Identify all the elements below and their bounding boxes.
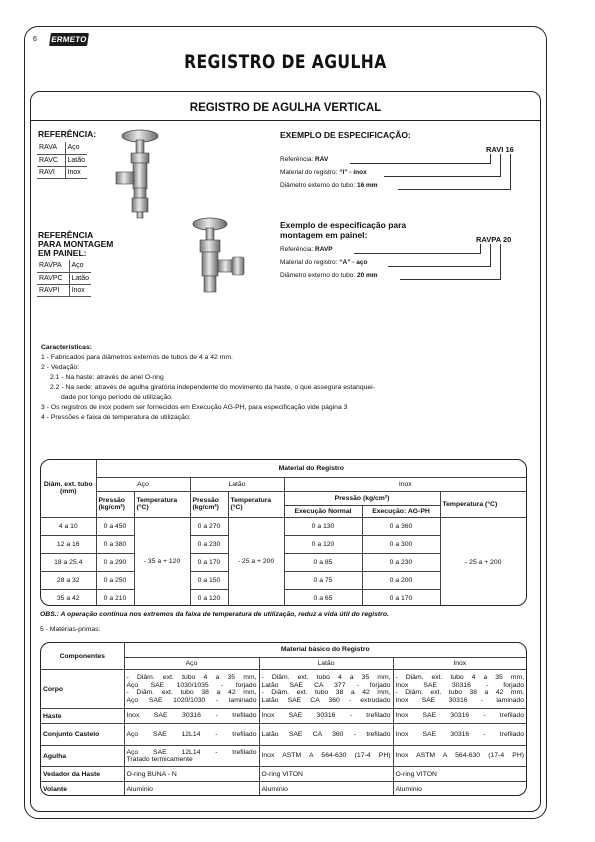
leader-line xyxy=(384,176,500,177)
ref-code: RAVPA xyxy=(37,260,69,272)
leader-line xyxy=(350,163,490,164)
spec-value: “I” - inox xyxy=(339,169,367,176)
inox-material-cell: O-ring VITON xyxy=(393,767,526,782)
materials-table xyxy=(40,642,527,796)
latao-material-cell: Latão SAE CA 360 - trefilado xyxy=(261,730,391,738)
page-title: REGISTRO DE AGULHA xyxy=(184,51,387,73)
material-line: - Diâm. ext. tubo 4 a 35 mm, xyxy=(126,674,257,682)
ref-material: Latão xyxy=(69,272,91,284)
spec-label: Diâmetro externo do tubo: xyxy=(280,272,357,279)
inox-material-cell: Inox ASTM A 564-630 (17-4 PH) xyxy=(395,752,524,760)
characteristics-list xyxy=(41,343,375,423)
temperature-header: Temperatura (°C) xyxy=(228,491,284,517)
ref-material: Inox xyxy=(69,284,91,296)
leader-line xyxy=(510,154,511,190)
spec-value: 16 mm xyxy=(356,182,378,189)
diameter-cell: 28 a 32 xyxy=(41,571,96,589)
heading-line: REFERÊNCIA xyxy=(38,230,94,240)
inox-normal-cell: 0 a 130 xyxy=(284,517,362,535)
ref-material: Latão xyxy=(65,154,87,166)
table-row xyxy=(37,166,87,178)
spec-label: Material do registro: xyxy=(280,259,340,266)
spec-value: RAV xyxy=(315,156,329,163)
temperature-header: Temperatura (°C) xyxy=(440,491,526,517)
pressure-header: Pressão (kg/cm²) xyxy=(190,491,228,517)
spec-material-line xyxy=(280,169,367,176)
material-line: - Diâm. ext. tubo 38 a 42 mm, xyxy=(261,689,391,697)
table-row xyxy=(41,767,526,782)
components-header: Componentes xyxy=(41,643,124,670)
diameter-cell: 12 a 16 xyxy=(41,535,96,553)
panel-valve-illustration xyxy=(186,216,248,296)
aco-pressure-cell: 0 a 210 xyxy=(96,589,134,606)
aco-material-cell xyxy=(124,745,259,767)
pressure-temperature-table xyxy=(40,459,527,606)
pressure-header: Pressão (kg/cm²) xyxy=(96,491,134,517)
material-line: Latão SAE CA 360 - extrudado xyxy=(261,696,391,704)
panel-reference-heading xyxy=(38,231,113,258)
spec-value: 20 mm xyxy=(356,272,378,279)
list-item: 4 - Pressões e faixa de temperatura de utilização: xyxy=(41,414,191,421)
component-cell: Volante xyxy=(41,782,124,796)
temperature-header: Temperatura (°C) xyxy=(134,491,190,517)
leader-line xyxy=(490,154,491,164)
inox-header: Inox xyxy=(284,477,526,491)
aco-material-cell: Aço SAE 12L14 - trefilado xyxy=(126,730,257,738)
material-line: Aço SAE 1030/1035 - forjado xyxy=(126,681,257,689)
leader-line xyxy=(354,253,480,254)
aco-material-cell: O-ring BUNA - N xyxy=(124,767,259,782)
reference-table xyxy=(37,142,87,179)
table-row xyxy=(41,724,526,746)
inox-material-cell: Alumínio xyxy=(393,782,526,796)
diameter-column-header: Diâm. ext. tubo (mm) xyxy=(41,460,96,517)
material-line: - Diâm. ext. tubo 4 a 35 mm, xyxy=(261,674,391,682)
latao-pressure-cell: 0 a 120 xyxy=(190,589,228,606)
component-cell: Conjunto Castelo xyxy=(41,724,124,746)
spec-value: RAVP xyxy=(315,246,333,253)
leader-line xyxy=(480,244,481,254)
ref-code: RAVA xyxy=(37,142,65,154)
list-item: 1 - Fabricados para diâmetros externos de tubos de 4 a 42 mm. xyxy=(41,354,233,361)
ref-material: Inox xyxy=(65,166,87,178)
table-row xyxy=(37,260,91,272)
table-row xyxy=(41,670,526,709)
material-line: Aço SAE 12L14 - trefilado xyxy=(126,748,257,756)
ref-code: RAVI xyxy=(37,166,65,178)
table-row xyxy=(37,142,87,154)
material-line: - Diâm. ext. tubo 38 a 42 mm, xyxy=(126,689,257,697)
heading-line: PARA MONTAGEM xyxy=(38,239,114,249)
spec-ref-line xyxy=(280,156,328,163)
list-item: 3 - Os registros de inox podem ser fornecidos em Execução AG-PH, para especificação vide página 3 xyxy=(41,404,348,411)
material-line: - Diâm. ext. tubo 4 a 35 mm, xyxy=(395,674,524,682)
inox-agph-cell: 0 a 200 xyxy=(362,571,440,589)
latao-material-cell: Inox ASTM A 564-630 (17-4 PH) xyxy=(261,752,391,760)
spec-label: Referência: xyxy=(280,156,316,163)
leader-line xyxy=(400,279,500,280)
latao-header: Latão xyxy=(259,657,393,670)
panel-spec-diameter-line xyxy=(280,272,378,279)
latao-material-cell: O-ring VITON xyxy=(259,767,393,782)
inox-material-cell: Inox SAE 30316 - trefilado xyxy=(395,730,524,738)
list-item: 2 - Vedação: xyxy=(41,364,80,371)
ref-code: RAVPI xyxy=(37,284,69,296)
exec-normal-header: Execução Normal xyxy=(284,505,362,517)
aco-material-cell: Alumínio xyxy=(124,782,259,796)
observation-note: OBS.: A operação contínua nos extremos da faixa de temperatura de utilização, reduz a vida útil do registro. xyxy=(40,611,389,618)
material-basic-header: Material básico do Registro xyxy=(124,643,526,657)
latao-material-cell: Inox SAE 30316 - trefilado xyxy=(261,712,391,720)
characteristics-heading: Características: xyxy=(41,344,93,351)
inox-pressure-header: Pressão (kg/cm²) xyxy=(284,491,440,505)
panel-spec-heading xyxy=(280,220,406,240)
aco-pressure-cell: 0 a 290 xyxy=(96,553,134,571)
list-item: 2.2 - Na sede: através de agulha giratória independente do movimento da haste, o que assegura estanquei- xyxy=(50,384,375,391)
aco-header: Aço xyxy=(96,477,190,491)
inox-header: Inox xyxy=(393,657,526,670)
ref-code: RAVC xyxy=(37,154,65,166)
heading-line: EM PAINEL: xyxy=(38,248,87,258)
leader-line xyxy=(490,244,491,267)
material-line: - Diâm. ext. tubo 38 a 42 mm, xyxy=(395,689,524,697)
aco-header: Aço xyxy=(124,657,259,670)
exec-agph-header: Execução: AG-PH xyxy=(362,505,440,517)
inox-agph-cell: 0 a 230 xyxy=(362,553,440,571)
heading-line: montagem em painel: xyxy=(280,230,368,240)
latao-temperature-cell: - 25 a + 200 xyxy=(228,517,284,606)
panel-spec-code: RAVPA 20 xyxy=(476,235,512,244)
component-cell: Vedador da Haste xyxy=(41,767,124,782)
latao-material-cell xyxy=(259,670,393,709)
latao-pressure-cell: 0 a 170 xyxy=(190,553,228,571)
vertical-valve-illustration xyxy=(114,128,166,220)
inox-normal-cell: 0 a 75 xyxy=(284,571,362,589)
diameter-cell: 4 a 10 xyxy=(41,517,96,535)
material-line: Inox SAE 30316 - laminado xyxy=(395,696,524,704)
section-divider xyxy=(30,120,541,121)
component-cell: Corpo xyxy=(41,670,124,709)
material-header: Material do Registro xyxy=(96,460,526,477)
panel-reference-table xyxy=(37,260,91,297)
spec-label: Referência: xyxy=(280,246,316,253)
inox-agph-cell: 0 a 360 xyxy=(362,517,440,535)
latao-pressure-cell: 0 a 150 xyxy=(190,571,228,589)
aco-temperature-cell: - 35 a + 120 xyxy=(134,517,190,606)
inox-material-cell: Inox SAE 30316 - trefilado xyxy=(395,712,524,720)
inox-normal-cell: 0 a 85 xyxy=(284,553,362,571)
aco-pressure-cell: 0 a 380 xyxy=(96,535,134,553)
inox-normal-cell: 0 a 120 xyxy=(284,535,362,553)
latao-pressure-cell: 0 a 270 xyxy=(190,517,228,535)
spec-example-code: RAVI 16 xyxy=(486,145,514,154)
inox-normal-cell: 0 a 65 xyxy=(284,589,362,606)
component-cell: Haste xyxy=(41,709,124,724)
panel-spec-material-line xyxy=(280,259,367,266)
material-line: Latão SAE CA 377 - forjado xyxy=(261,681,391,689)
list-item: dade por longo período de utilização. xyxy=(61,394,173,401)
panel-spec-ref-line xyxy=(280,246,333,253)
component-cell: Agulha xyxy=(41,745,124,767)
ermeto-logo: ERMETO xyxy=(50,35,88,44)
leader-line xyxy=(388,266,490,267)
page-number: 6 xyxy=(33,36,37,43)
table-row xyxy=(41,517,526,535)
material-line: Aço SAE 1020/1030 - laminado xyxy=(126,696,257,704)
ref-material: Aço xyxy=(65,142,87,154)
reference-heading: REFERÊNCIA: xyxy=(38,129,97,139)
aco-pressure-cell: 0 a 450 xyxy=(96,517,134,535)
latao-pressure-cell: 0 a 230 xyxy=(190,535,228,553)
inox-material-cell xyxy=(393,670,526,709)
diameter-cell: 35 a 42 xyxy=(41,589,96,606)
material-line: Inox SAE 30316 - forjado xyxy=(395,681,524,689)
inox-temperature-cell: - 25 a + 200 xyxy=(440,517,526,606)
leader-line xyxy=(500,244,501,280)
spec-label: Diâmetro externo do tubo: xyxy=(280,182,357,189)
aco-material-cell: Inox SAE 30316 - trefilado xyxy=(126,712,257,720)
ref-material: Aço xyxy=(69,260,91,272)
table-row xyxy=(37,154,87,166)
table-row xyxy=(41,745,526,767)
table-row xyxy=(41,782,526,796)
table-row xyxy=(37,284,91,296)
inox-agph-cell: 0 a 170 xyxy=(362,589,440,606)
materials-note: 5 - Matérias-primas: xyxy=(40,626,101,633)
leader-line xyxy=(398,189,510,190)
spec-value: “A” - aço xyxy=(339,259,368,266)
leader-line xyxy=(500,154,501,177)
material-line: Tratado termicamente xyxy=(126,756,193,764)
spec-diameter-line xyxy=(280,182,378,189)
heading-line: Exemplo de especificação para xyxy=(280,220,407,230)
spec-example-heading: EXEMPLO DE ESPECIFICAÇÃO: xyxy=(280,130,411,140)
latao-material-cell: Alumínio xyxy=(259,782,393,796)
aco-pressure-cell: 0 a 250 xyxy=(96,571,134,589)
spec-label: Material do registro: xyxy=(280,169,340,176)
latao-header: Latão xyxy=(190,477,284,491)
ref-code: RAVPC xyxy=(37,272,69,284)
table-row xyxy=(37,272,91,284)
table-row xyxy=(41,709,526,724)
list-item: 2.1 - Na haste: através de anel O-ring xyxy=(50,374,164,381)
section-title: REGISTRO DE AGULHA VERTICAL xyxy=(189,102,382,114)
aco-material-cell xyxy=(124,670,259,709)
diameter-cell: 18 a 25.4 xyxy=(41,553,96,571)
inox-agph-cell: 0 a 300 xyxy=(362,535,440,553)
